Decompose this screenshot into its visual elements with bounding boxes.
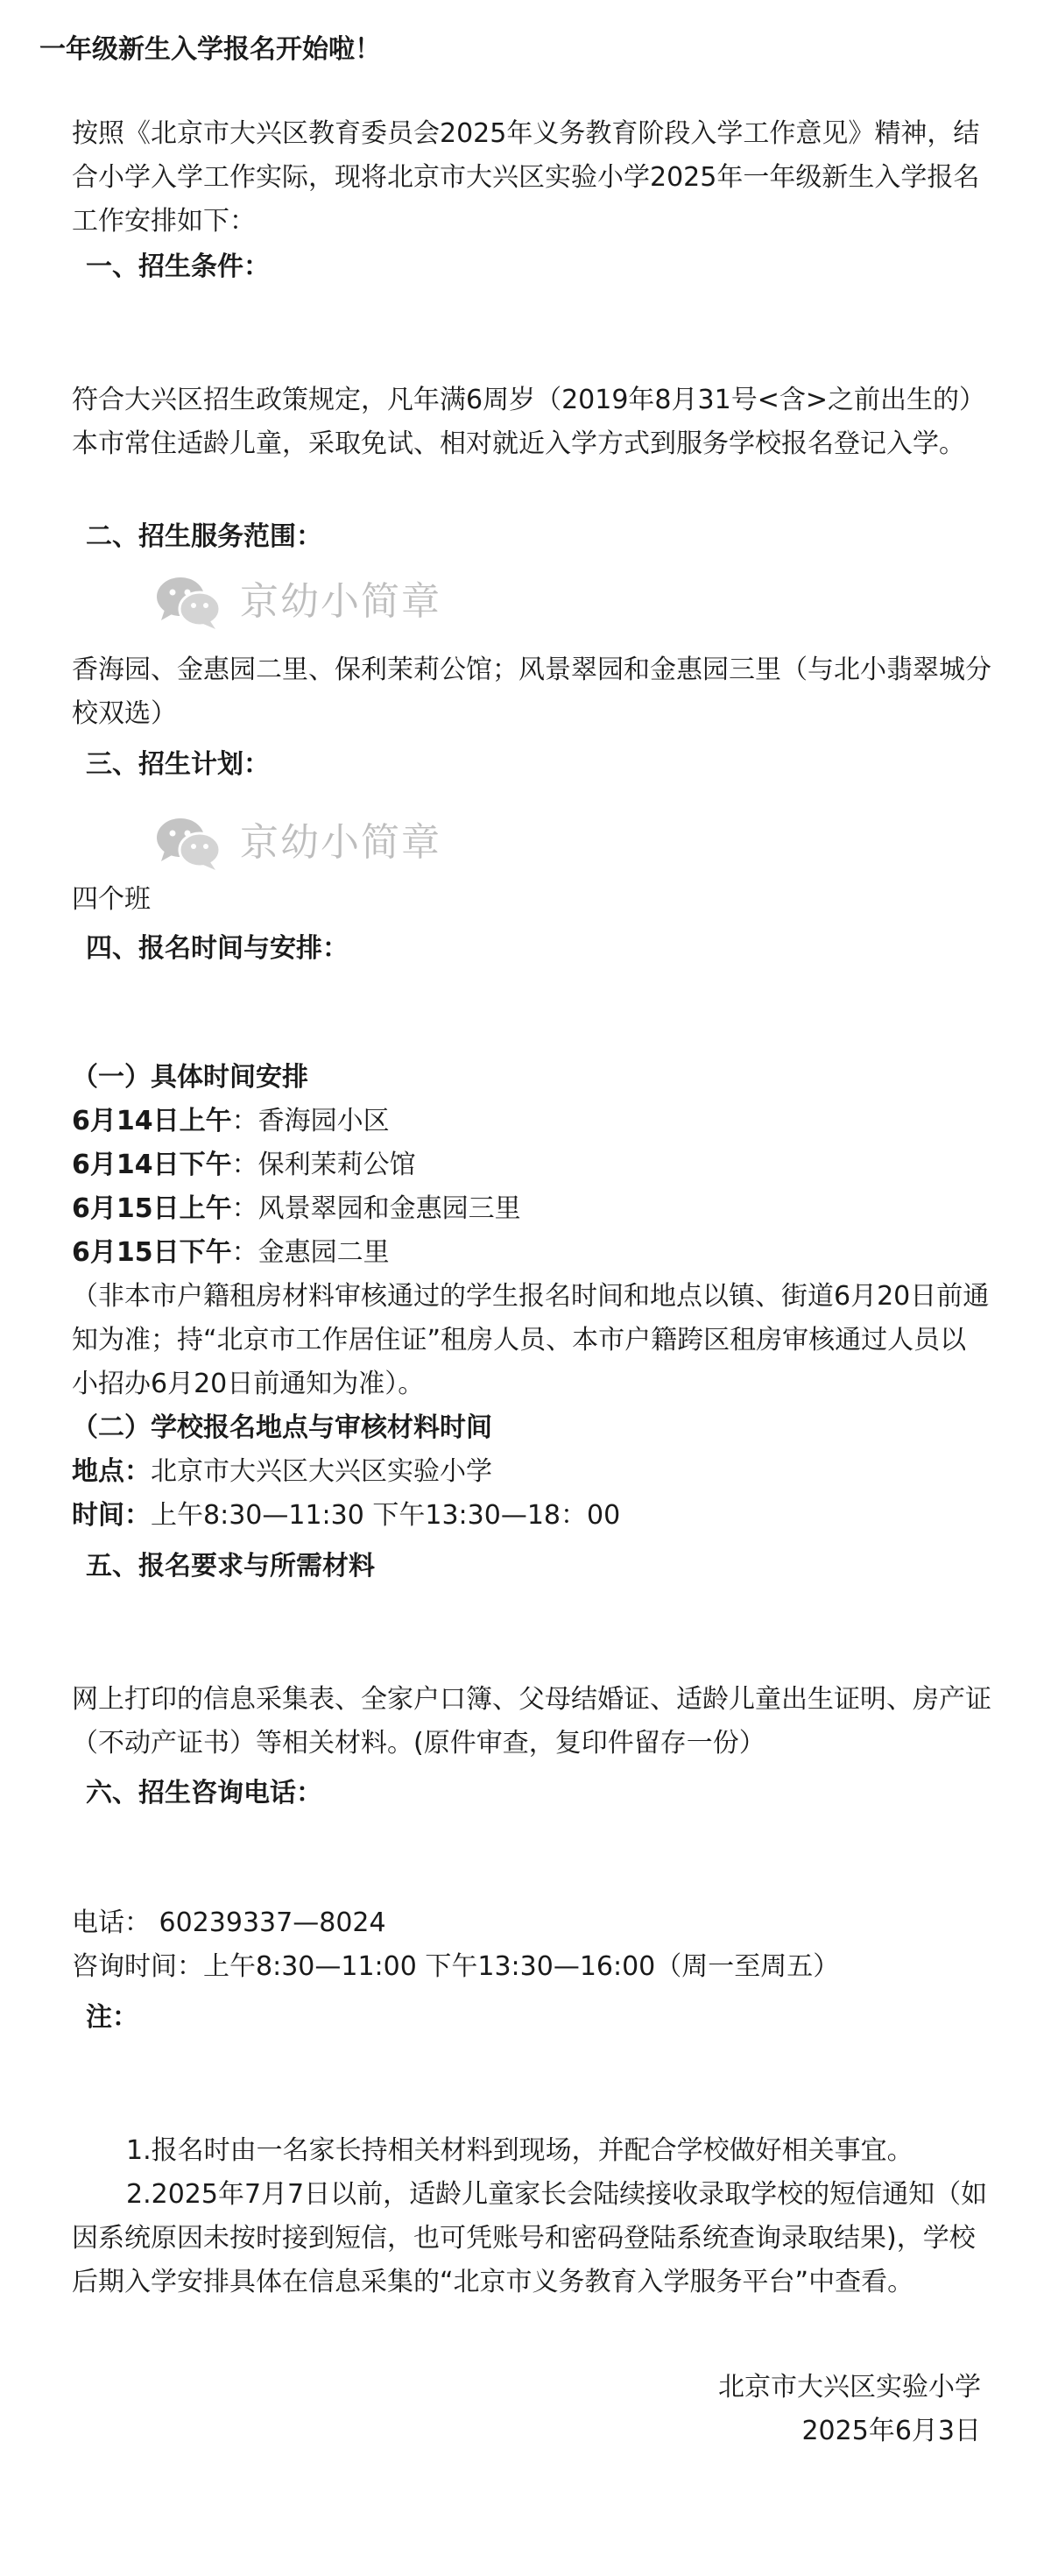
page-title: 一年级新生入学报名开始啦！: [39, 34, 381, 65]
section-4-heading: 四、报名时间与安排：: [86, 933, 349, 964]
schedule-item: [72, 1187, 991, 1231]
section-5-body: 网上打印的信息采集表、全家户口簿、父母结婚证、适龄儿童出生证明、房产证（不动产证书）等相关材料。(原件审查，复印件留存一份）: [72, 1684, 991, 1759]
schedule-location: ：保利茉莉公馆: [231, 1150, 416, 1180]
watermark: [154, 571, 441, 633]
signature-date: 2025年6月3日: [801, 2416, 981, 2446]
section-5-heading: 五、报名要求与所需材料: [86, 1551, 375, 1582]
section-2-heading: 二、招生服务范围：: [86, 521, 322, 552]
intro-paragraph: 按照《北京市大兴区教育委员会2025年义务教育阶段入学工作意见》精神，结合小学入学工作实际，现将北京市大兴区实验小学2025年一年级新生入学报名工作安排如下：: [72, 118, 980, 237]
wechat-icon: [154, 573, 222, 631]
registration-time: [72, 1494, 991, 1538]
schedule-item: [72, 1100, 991, 1143]
section-6-heading: 六、招生咨询电话：: [86, 1778, 322, 1808]
section-1-heading: 一、招生条件：: [86, 251, 270, 282]
notes-heading: 注：: [86, 2002, 138, 2033]
section-3-heading: 三、招生计划：: [86, 749, 270, 780]
contact-hours: 咨询时间：上午8:30—11:00 下午13:30—16:00（周一至周五）: [72, 1951, 840, 1982]
schedule-location: ：金惠园二里: [231, 1237, 390, 1268]
wechat-icon: [154, 814, 222, 872]
schedule-location: ：香海园小区: [231, 1106, 390, 1136]
contact-phone: 电话： 60239337—8024: [72, 1907, 386, 1938]
place-value: 北京市大兴区大兴区实验小学: [151, 1456, 492, 1487]
schedule-item: [72, 1143, 991, 1187]
registration-place: [72, 1450, 991, 1494]
time-value: 上午8:30—11:30 下午13:30—18：00: [151, 1500, 621, 1531]
signature-organization: 北京市大兴区实验小学: [718, 2372, 981, 2403]
schedule-item: [72, 1231, 991, 1275]
schedule-date: 6月15日上午: [72, 1193, 232, 1224]
schedule-note: （非本市户籍租房材料审核通过的学生报名时间和地点以镇、街道6月20日前通知为准；持“北京市工作居住证”租房人员、本市户籍跨区租房审核通过人员以小招办6月20日前通知为准）。: [72, 1281, 990, 1399]
schedule-date: 6月14日上午: [72, 1106, 232, 1136]
watermark: [154, 812, 441, 874]
section-4-subheading-1: （一）具体时间安排: [72, 1062, 308, 1093]
note-2: 2.2025年7月7日以前，适龄儿童家长会陆续接收录取学校的短信通知（如因系统原因未按时接到短信，也可凭账号和密码登陆系统查询录取结果)，学校后期入学安排具体在信息采集的“北京市义务教育入学服务平台”中查看。: [72, 2179, 988, 2297]
section-3-body: 四个班: [72, 884, 151, 915]
schedule-date: 6月15日下午: [72, 1237, 232, 1268]
schedule-location: ：风景翠园和金惠园三里: [231, 1193, 521, 1224]
section-2-body: 香海园、金惠园二里、保利茉莉公馆；风景翠园和金惠园三里（与北小翡翠城分校双选）: [72, 655, 991, 729]
section-4-subheading-2: （二）学校报名地点与审核材料时间: [72, 1412, 492, 1443]
time-label: 时间：: [72, 1500, 151, 1531]
schedule-date: 6月14日下午: [72, 1150, 232, 1180]
watermark-text: 京幼小简章: [240, 820, 441, 865]
note-1: 1.报名时由一名家长持相关材料到现场，并配合学校做好相关事宜。: [126, 2135, 913, 2166]
section-1-body: 符合大兴区招生政策规定，凡年满6周岁（2019年8月31号<含>之前出生的）本市常住适龄儿童，采取免试、相对就近入学方式到服务学校报名登记入学。: [72, 385, 985, 459]
place-label: 地点：: [72, 1456, 151, 1487]
watermark-text: 京幼小简章: [240, 579, 441, 624]
